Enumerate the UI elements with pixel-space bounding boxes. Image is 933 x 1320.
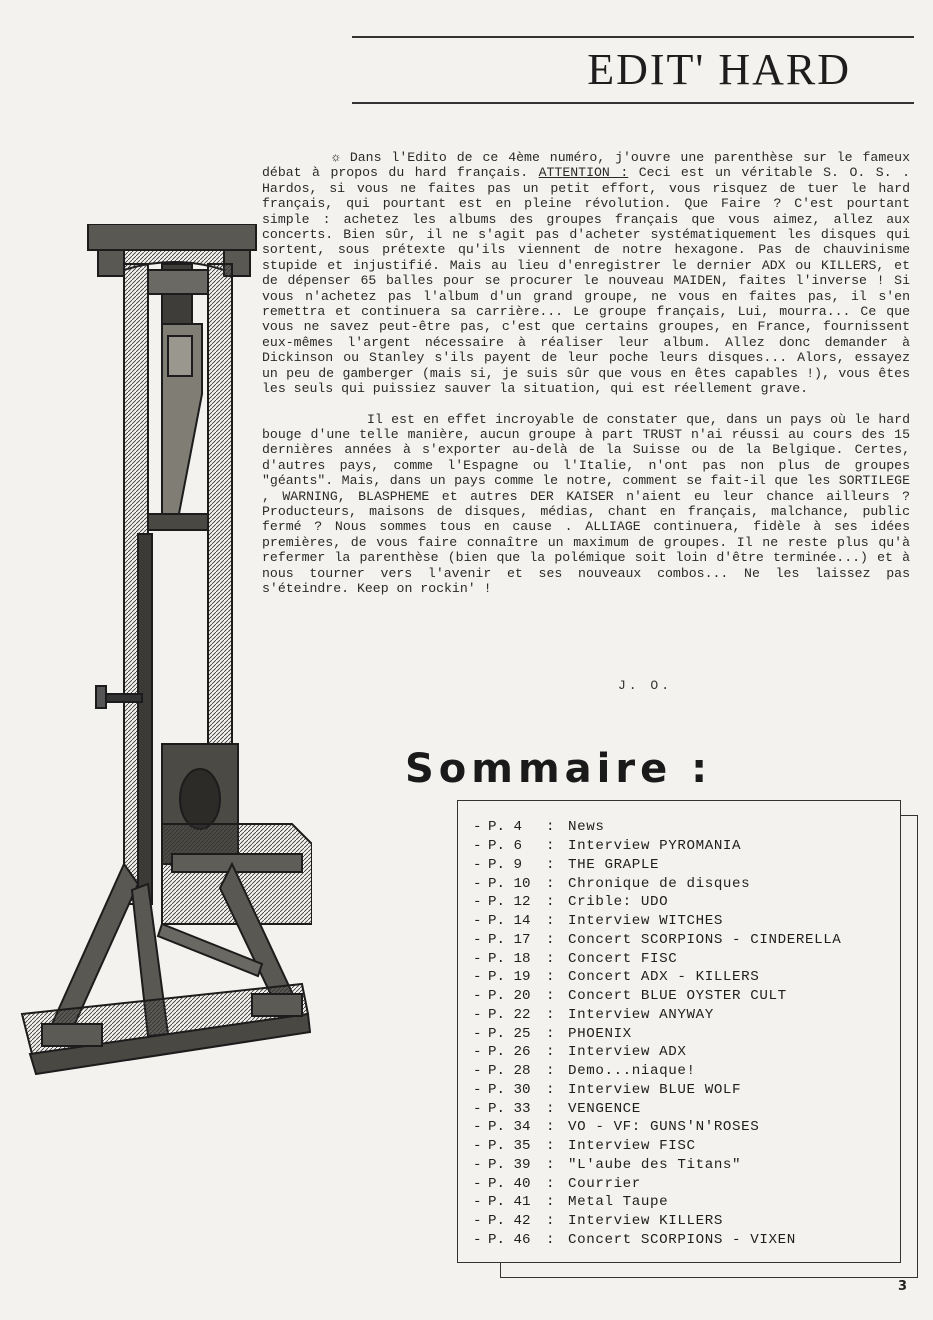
- toc-colon: :: [546, 1156, 555, 1173]
- toc-dash: -: [473, 1138, 482, 1155]
- toc-page-number: P. 39: [488, 1156, 531, 1173]
- toc-page-number: P. 19: [488, 969, 531, 986]
- toc-list: [473, 818, 893, 1249]
- toc-dash: -: [473, 931, 482, 948]
- toc-colon: :: [546, 894, 555, 911]
- toc-colon: :: [546, 1063, 555, 1080]
- toc-colon: :: [546, 1194, 555, 1211]
- toc-title: Chronique de disques: [568, 875, 751, 892]
- toc-title: Concert SCORPIONS - CINDERELLA: [568, 931, 842, 948]
- toc-colon: :: [546, 1100, 555, 1117]
- toc-dash: -: [473, 1025, 482, 1042]
- toc-title: Concert BLUE OYSTER CULT: [568, 988, 787, 1005]
- toc-entry: [473, 856, 893, 875]
- toc-entry: [473, 1231, 893, 1250]
- header-bottom-rule: [352, 102, 914, 104]
- toc-dash: -: [473, 950, 482, 967]
- toc-entry: [473, 837, 893, 856]
- toc-entry: [473, 818, 893, 837]
- toc-dash: -: [473, 1175, 482, 1192]
- toc-colon: :: [546, 819, 555, 836]
- header-top-rule: [352, 36, 914, 38]
- toc-dash: -: [473, 875, 482, 892]
- toc-page-number: P. 4: [488, 819, 523, 836]
- paragraph-1-intro: ☼ Dans l'Edito de ce 4ème numéro, j'ouvre une parenthèse sur le fameux débat à propos du hard français.: [262, 150, 910, 181]
- toc-page-number: P. 46: [488, 1231, 531, 1248]
- toc-page-number: P. 12: [488, 894, 531, 911]
- toc-dash: -: [473, 819, 482, 836]
- toc-dash: -: [473, 1081, 482, 1098]
- toc-entry: [473, 949, 893, 968]
- table-of-contents: [457, 800, 901, 1263]
- toc-title: Concert FISC: [568, 950, 678, 967]
- toc-page-number: P. 28: [488, 1063, 531, 1080]
- toc-page-number: P. 40: [488, 1175, 531, 1192]
- toc-title: Interview ADX: [568, 1044, 687, 1061]
- toc-page-number: P. 33: [488, 1100, 531, 1117]
- toc-page-number: P. 18: [488, 950, 531, 967]
- toc-entry: [473, 1099, 893, 1118]
- toc-title: "L'aube des Titans": [568, 1156, 742, 1173]
- toc-colon: :: [546, 950, 555, 967]
- toc-dash: -: [473, 894, 482, 911]
- toc-colon: :: [546, 913, 555, 930]
- toc-entry: [473, 1137, 893, 1156]
- paragraph-1-body: Ceci est un véritable S. O. S. . Hardos, si vous ne faites pas un petit effort, vous risquez de tuer le hard français, qui pourtant est en pleine révolution. Que Faire ? C'est pourtant simple : achetez les albums des groupes français que vous aimez, allez aux concerts. Bien sûr, il ne s'agit pas d'acheter systématiquement les disques qui sortent, sous prétexte qu'ils viennent de notre hexagone. Pas de chauvinisme stupide et injustifié. Mais au lieu d'enregistrer le dernier ADX ou KILLERS, et de dépenser 65 balles pour se procurer le nouveau MAIDEN, faites l'inverse ! Si vous n'achetez pas l'album d'un grand groupe, ne vous en faites pas, il s'en remettra et continuera sa carrière... Le groupe français, Lui, mourra... Ce que vous ne savez peut-être pas, c'est que certains groupes, en France, fournissent eux-mêmes l'argent nécessaire à réaliser leur album. Allez donc demander à Dickinson ou Stanley s'ils payent de leur poche leurs disques... Alors, essayez un peu de gamberger (mais si, je suis sûr que vous en êtes capables !), vous êtes les seuls qui puissiez sauver la situation, qui est réellement grave.: [262, 165, 911, 397]
- toc-title: News: [568, 819, 605, 836]
- toc-colon: :: [546, 1006, 555, 1023]
- toc-dash: -: [473, 988, 482, 1005]
- guillotine-illustration: [12, 224, 312, 1084]
- toc-title: Courrier: [568, 1175, 641, 1192]
- toc-entry: [473, 893, 893, 912]
- toc-dash: -: [473, 838, 482, 855]
- toc-title: Crible: UDO: [568, 894, 669, 911]
- toc-entry: [473, 1043, 893, 1062]
- toc-colon: :: [546, 838, 555, 855]
- toc-title: Interview WITCHES: [568, 913, 723, 930]
- toc-title: Interview KILLERS: [568, 1213, 723, 1230]
- toc-page-number: P. 25: [488, 1025, 531, 1042]
- toc-page-number: P. 17: [488, 931, 531, 948]
- toc-page-number: P. 14: [488, 913, 531, 930]
- toc-page-number: P. 6: [488, 838, 523, 855]
- toc-title: THE GRAPLE: [568, 856, 660, 873]
- toc-entry: [473, 1156, 893, 1175]
- toc-dash: -: [473, 1119, 482, 1136]
- toc-page-number: P. 26: [488, 1044, 531, 1061]
- toc-page-number: P. 34: [488, 1119, 531, 1136]
- toc-entry: [473, 1212, 893, 1231]
- toc-title: PHOENIX: [568, 1025, 632, 1042]
- toc-title: VO - VF: GUNS'N'ROSES: [568, 1119, 760, 1136]
- toc-dash: -: [473, 1231, 482, 1248]
- toc-colon: :: [546, 1025, 555, 1042]
- toc-colon: :: [546, 1213, 555, 1230]
- toc-entry: [473, 968, 893, 987]
- editorial-paragraph-2: Il est en effet incroyable de constater que, dans un pays où le hard bouge d'une telle manière, aucun groupe à part TRUST n'ai réussi au cours des 15 dernières années à s'exporter au-delà de la Suisse ou de la Belgique. Certes, d'autres pays, comme l'Espagne ou l'Italie, n'ont pas non plus de groupes "géants". Mais, dans un pays comme le notre, comment se fait-il que les SORTILEGE , WARNING, BLASPHEME et autres DER KAISER n'aient eu leur chance ailleurs ? Producteurs, maisons de disques, médias, chant en français, malchance, public fermé ? Nous sommes tous en cause . ALLIAGE continuera, fidèle à ses idées premières, de vous faire connaître un maximum de groupes. Il ne reste plus qu'à refermer la parenthèse (bien que la polémique soit loin d'être terminée...) et à nous tourner vers l'avenir et ses nouveaux combos... Ne les laissez pas s'éteindre. Keep on rockin' !: [262, 411, 910, 596]
- toc-dash: -: [473, 1194, 482, 1211]
- toc-title: Metal Taupe: [568, 1194, 669, 1211]
- toc-title: Interview FISC: [568, 1138, 696, 1155]
- toc-dash: -: [473, 1213, 482, 1230]
- toc-page-number: P. 9: [488, 856, 523, 873]
- toc-colon: :: [546, 1044, 555, 1061]
- editorial-paragraph-1: [262, 150, 910, 397]
- toc-page-number: P. 41: [488, 1194, 531, 1211]
- page-number: 3: [897, 1279, 907, 1294]
- toc-colon: :: [546, 1138, 555, 1155]
- toc-entry: [473, 1024, 893, 1043]
- toc-title: Concert SCORPIONS - VIXEN: [568, 1231, 796, 1248]
- toc-colon: :: [546, 969, 555, 986]
- toc-page-number: P. 30: [488, 1081, 531, 1098]
- toc-title: Interview BLUE WOLF: [568, 1081, 742, 1098]
- toc-title: Interview ANYWAY: [568, 1006, 714, 1023]
- editorial-text: [262, 150, 910, 596]
- page-title: EDIT' HARD: [587, 45, 851, 94]
- toc-entry: [473, 874, 893, 893]
- toc-colon: :: [546, 1081, 555, 1098]
- toc-dash: -: [473, 1044, 482, 1061]
- toc-dash: -: [473, 1156, 482, 1173]
- toc-colon: :: [546, 856, 555, 873]
- toc-dash: -: [473, 969, 482, 986]
- toc-entry: [473, 987, 893, 1006]
- toc-page-number: P. 22: [488, 1006, 531, 1023]
- toc-colon: :: [546, 875, 555, 892]
- toc-title: VENGENCE: [568, 1100, 641, 1117]
- toc-dash: -: [473, 1100, 482, 1117]
- toc-colon: :: [546, 931, 555, 948]
- toc-entry: [473, 912, 893, 931]
- toc-dash: -: [473, 1006, 482, 1023]
- toc-page-number: P. 10: [488, 875, 531, 892]
- toc-entry: [473, 1062, 893, 1081]
- toc-colon: :: [546, 988, 555, 1005]
- toc-entry: [473, 931, 893, 950]
- toc-colon: :: [546, 1175, 555, 1192]
- toc-title: Demo...niaque!: [568, 1063, 696, 1080]
- toc-dash: -: [473, 913, 482, 930]
- toc-title: Concert ADX - KILLERS: [568, 969, 760, 986]
- toc-entry: [473, 1193, 893, 1212]
- attention-underlined: ATTENTION :: [538, 165, 629, 181]
- toc-colon: :: [546, 1119, 555, 1136]
- signature: J. O.: [618, 678, 673, 693]
- toc-title: Interview PYROMANIA: [568, 838, 742, 855]
- toc-dash: -: [473, 856, 482, 873]
- sommaire-heading: Sommaire :: [405, 746, 713, 792]
- toc-entry: [473, 1174, 893, 1193]
- toc-entry: [473, 1006, 893, 1025]
- toc-entry: [473, 1081, 893, 1100]
- toc-page-number: P. 42: [488, 1213, 531, 1230]
- toc-colon: :: [546, 1231, 555, 1248]
- toc-page-number: P. 20: [488, 988, 531, 1005]
- toc-page-number: P. 35: [488, 1138, 531, 1155]
- toc-entry: [473, 1118, 893, 1137]
- toc-dash: -: [473, 1063, 482, 1080]
